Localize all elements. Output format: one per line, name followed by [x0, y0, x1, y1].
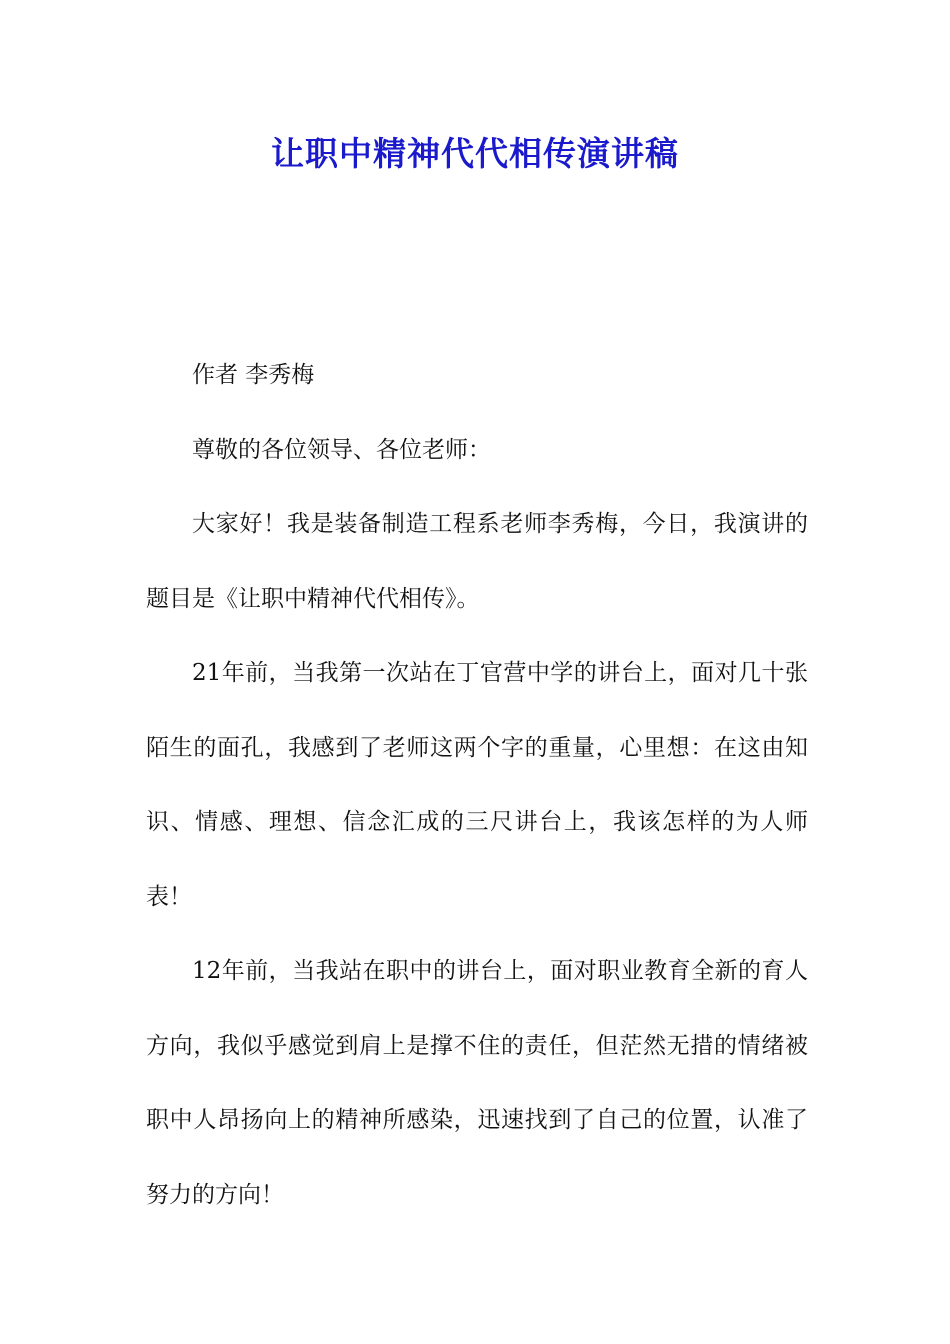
document-body — [146, 338, 808, 1232]
document-title: 让职中精神代代相传演讲稿 — [271, 134, 679, 173]
salutation: 尊敬的各位领导、各位老师： — [192, 436, 491, 463]
paragraph-12-years: 12年前，当我站在职中的讲台上，面对职业教育全新的育人方向，我似乎感觉到肩上是撑不住的责任，但茫然无措的情绪被职中人昂扬向上的精神所感染，迅速找到了自己的位置，认准了努力的方向！ — [146, 958, 808, 1208]
paragraph-greeting: 大家好！我是装备制造工程系老师李秀梅，今日，我演讲的题目是《让职中精神代代相传》。 — [146, 511, 808, 612]
paragraph-21-years: 21年前，当我第一次站在丁官营中学的讲台上，面对几十张陌生的面孔，我感到了老师这两个字的重量，心里想：在这由知识、情感、理想、信念汇成的三尺讲台上，我该怎样的为人师表！ — [146, 660, 808, 910]
author-line: 作者 李秀梅 — [192, 362, 315, 388]
